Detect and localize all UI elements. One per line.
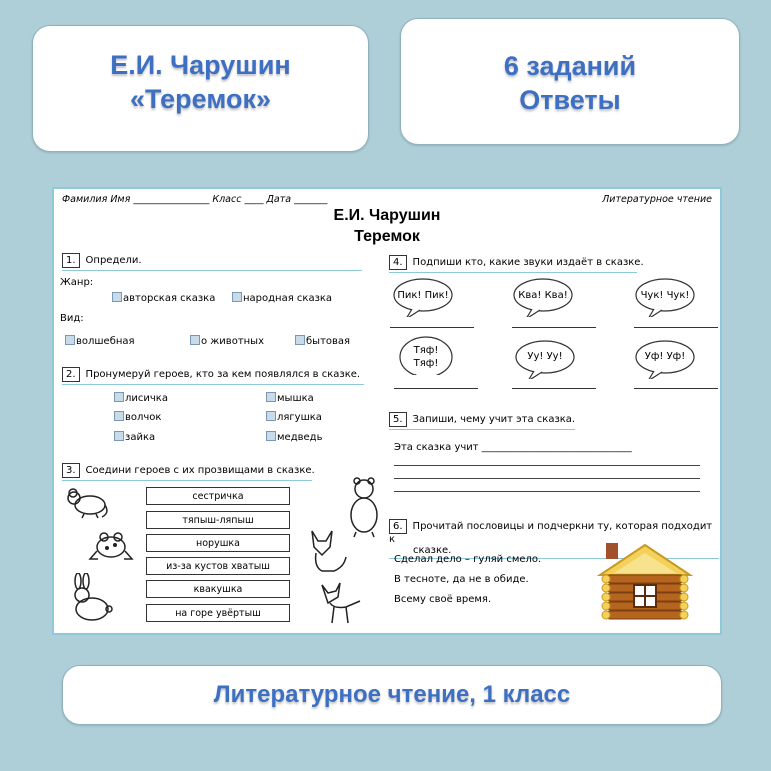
wolf-icon xyxy=(316,579,366,627)
sound-4: Тяф! xyxy=(413,345,439,356)
answer-line[interactable] xyxy=(390,327,474,328)
genre-label: Жанр: xyxy=(60,277,94,288)
worksheet-preview xyxy=(52,187,722,635)
task1-number: 1. xyxy=(62,253,80,268)
answer-line[interactable] xyxy=(512,388,596,389)
frog-icon xyxy=(88,529,134,563)
sound-4b: Тяф! xyxy=(413,358,439,369)
footer-card xyxy=(62,665,722,725)
answer-line[interactable] xyxy=(512,327,596,328)
hero-option[interactable]: волчок xyxy=(114,411,161,423)
nickname-box[interactable]: из-за кустов хватыш xyxy=(146,557,290,575)
nickname-box[interactable]: норушка xyxy=(146,534,290,552)
checkbox-icon xyxy=(65,335,75,345)
checkbox-icon xyxy=(112,292,122,302)
nickname-box[interactable]: на горе увёртыш xyxy=(146,604,290,622)
hero-option[interactable]: лисичка xyxy=(114,392,168,404)
task1-text: Определи. xyxy=(85,255,142,266)
proverb-2[interactable]: В тесноте, да не в обиде. xyxy=(394,574,529,585)
checkbox-icon xyxy=(114,431,124,441)
task5-lead: Эта сказка учит ______________________________ xyxy=(394,442,632,453)
checkbox-icon xyxy=(114,392,124,402)
sound-6: Уф! Уф! xyxy=(644,351,686,362)
title-card xyxy=(32,25,369,152)
answer-line[interactable] xyxy=(394,465,700,466)
task6-heading: 6. Прочитай пословицы и подчеркни ту, которая подходит к сказке. xyxy=(389,519,719,559)
nickname-box[interactable]: тяпыш-ляпыш xyxy=(146,511,290,529)
subject-label: Литературное чтение xyxy=(602,194,712,205)
sound-3: Чук! Чук! xyxy=(640,290,690,301)
answer-line[interactable] xyxy=(394,491,700,492)
sound-5: Уу! Уу! xyxy=(527,351,563,362)
tasks-card xyxy=(400,18,740,145)
genre-option-2[interactable]: народная сказка xyxy=(232,292,332,304)
book-title: «Теремок» xyxy=(130,84,271,114)
checkbox-icon xyxy=(114,411,124,421)
task4-heading: 4. Подпиши кто, какие звуки издаёт в сказке. xyxy=(389,255,637,273)
nickname-box[interactable]: квакушка xyxy=(146,580,290,598)
hero-option[interactable]: зайка xyxy=(114,431,155,443)
answer-line[interactable] xyxy=(634,327,718,328)
worksheet-title: Е.И. Чарушин xyxy=(333,207,441,224)
mouse-icon xyxy=(60,485,110,519)
task2-heading: 2. Пронумеруй героев, кто за кем появлялся в сказке. xyxy=(62,367,364,385)
answers-label: Ответы xyxy=(519,85,621,115)
checkbox-icon xyxy=(295,335,305,345)
sound-1: Пик! Пик! xyxy=(397,290,449,301)
answer-line[interactable] xyxy=(394,388,478,389)
log-house-icon xyxy=(596,541,694,629)
proverb-1[interactable]: Сделал дело – гуляй смело. xyxy=(394,554,542,565)
checkbox-icon xyxy=(266,392,276,402)
hare-icon xyxy=(68,573,118,623)
book-author-title: Е.И. Чарушин xyxy=(110,50,291,80)
checkbox-icon xyxy=(232,292,242,302)
answer-line[interactable] xyxy=(394,478,700,479)
task3-heading: 3. Соедини героев с их прозвищами в сказке. xyxy=(62,463,312,481)
checkbox-icon xyxy=(266,431,276,441)
hero-option[interactable]: лягушка xyxy=(266,411,322,423)
tasks-count: 6 заданий xyxy=(503,51,637,81)
answer-line[interactable] xyxy=(634,388,718,389)
hero-option[interactable]: мышка xyxy=(266,392,314,404)
name-line: Фамилия Имя ________________ Класс ____ Дата _______ xyxy=(62,194,328,205)
worksheet-subtitle: Теремок xyxy=(354,228,420,245)
type-option-2[interactable]: о животных xyxy=(190,335,264,347)
checkbox-icon xyxy=(266,411,276,421)
checkbox-icon xyxy=(190,335,200,345)
type-label: Вид: xyxy=(60,313,84,324)
genre-option-1[interactable]: авторская сказка xyxy=(112,292,215,304)
proverb-3[interactable]: Всему своё время. xyxy=(394,594,492,605)
fox-icon xyxy=(304,527,348,575)
type-option-3[interactable]: бытовая xyxy=(295,335,350,347)
type-option-1[interactable]: волшебная xyxy=(65,335,135,347)
hero-option[interactable]: медведь xyxy=(266,431,322,443)
footer-title: Литературное чтение, 1 класс xyxy=(213,681,571,708)
task5-heading: 5. Запиши, чему учит эта сказка. xyxy=(389,412,575,430)
nickname-box[interactable]: сестричка xyxy=(146,487,290,505)
task1-heading xyxy=(62,253,362,271)
sound-2: Ква! Ква! xyxy=(518,290,568,301)
bear-icon xyxy=(346,477,382,539)
